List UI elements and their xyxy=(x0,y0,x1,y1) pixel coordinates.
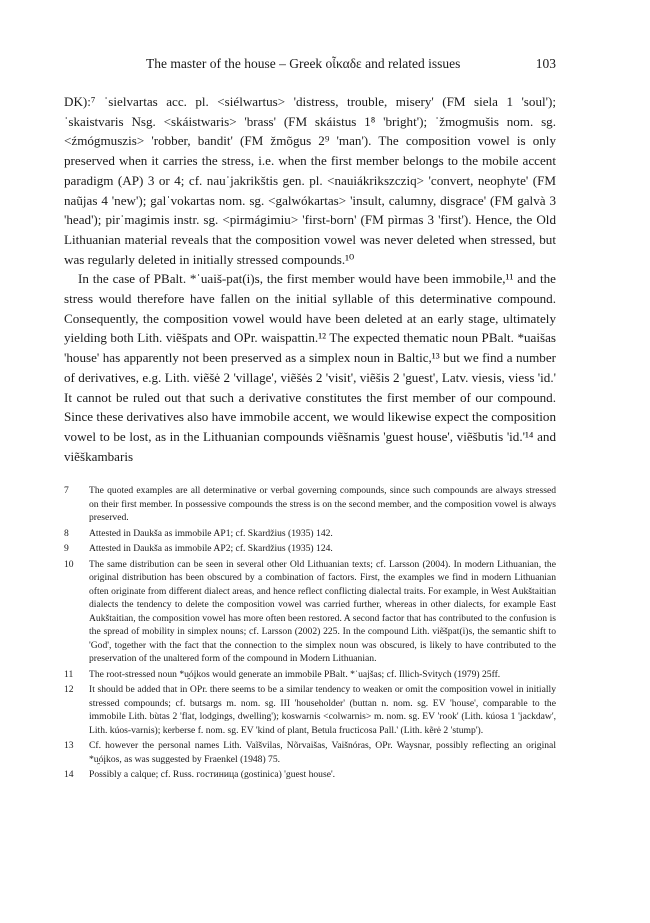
footnote-number: 11 xyxy=(64,668,74,680)
footnote-number: 9 xyxy=(64,543,69,554)
footnote xyxy=(64,558,556,666)
footnote-text: The root-stressed noun *u̯óįkos would generate an immobile PBalt. *ˈuajšas; cf. Illich-Svitych (1979) 25ff. xyxy=(89,668,501,680)
body-paragraph: In the case of PBalt. *ˈuaiš-pat(i)s, the first member would have been immobile,¹¹ and the stress would therefore have fallen on the initial syllable of this determinative compound. Consequently, the composition vowel would have been deleted at an early stage, ultimately yielding both Lith. viẽšpats and OPr. waispattin.¹² The expected thematic noun PBalt. *uaišas 'house' has apparently not been preserved as a simplex noun in Baltic,¹³ but we find a number of derivatives, e.g. Lith. viẽšė 2 'village', viẽšės 2 'visit', viẽšis 2 'guest', Latv. viesis, viess 'id.' It cannot be ruled out that such a derivative constitutes the first member of our compound. Since these derivatives also have immobile accent, we would likewise expect the composition vowel to be lost, as in the Lithuanian compounds viẽšnamis 'guest house', viẽšbutis 'id.'¹⁴ and viẽškambaris xyxy=(64,271,556,464)
footnote xyxy=(64,542,556,556)
footnote-text: The quoted examples are all determinative or verbal governing compounds, since such compounds are always stressed on their first member. In possessive compounds the stress is on the second member, and the composition vowel is always preserved. xyxy=(89,485,556,523)
footnote-number: 10 xyxy=(64,558,74,570)
running-title: The master of the house – Greek οἶκαδε and related issues xyxy=(146,56,461,71)
footnote xyxy=(64,527,556,541)
body-paragraph: DK):⁷ ˈsielvartas acc. pl. <siélwartus> 'distress, trouble, misery' (FM siela 1 'soul'); ˈskaistvaris Nsg. <skáistwaris> 'brass' (FM skáistus 1⁸ 'bright'); ˈžmogmušis nom. sg. <źmógmuszis> 'robber, bandit' (FM žmõgus 2⁹ 'man'). The composition vowel is only preserved when it carries the stress, i.e. when the first member belongs to the mobile accent paradigm (AP) 3 or 4; cf. nauˈjakrikštis gen. pl. <nauiákrikszcziq> 'convert, neophyte' (FM naũjas 4 'new'); galˈvokartas nom. sg. <galwókartas> 'insult, calumny, disgrace' (FM galvà 3 'head'); pirˈmagimis instr. sg. <pirmágimiu> 'first-born' (FM pìrmas 3 'first'). Hence, the Old Lithuanian material reveals that the composition vowel was never deleted when stressed, but was regularly deleted in initially stressed compounds.¹⁰ xyxy=(64,94,556,267)
footnote xyxy=(64,768,556,782)
footnote-text: Possibly a calque; cf. Russ. гостиница (gostinica) 'guest house'. xyxy=(89,769,336,780)
footnote-number: 7 xyxy=(64,485,69,496)
footnote xyxy=(64,484,556,525)
footnote-number: 13 xyxy=(64,740,74,751)
page-number: 103 xyxy=(535,56,556,71)
footnote-number: 12 xyxy=(64,684,74,695)
footnotes xyxy=(64,484,556,784)
footnote xyxy=(64,739,556,766)
footnote-text: The same distribution can be seen in several other Old Lithuanian texts; cf. Larsson (2004). In modern Lithuanian, the original distribution has been obscured by a combination of factors. First, the examples we find in modern Lithuanian often originate from different dialect areas, and hence reflect conflicting dialectal traits. For example, in West Aukštaitian dialects the tendency to delete the composition vowel was carried further, whereas in other dialects, for example East Aukštaitian, the composition vowel has more often been restored. A second factor that has contributed to the confusion is the spread of mobility in simplex nouns; cf. Larsson (2002) 225. In the compound Lith. viẽšpat(i)s, the semantic shift to 'God', together with the fact that the connection to the simplex noun was obscured, is likely to have contributed to the preservation of the unaltered form of the compound in Modern Lithuanian. xyxy=(89,558,556,664)
main-text xyxy=(64,92,556,466)
footnote-text: Cf. however the personal names Lith. Vaĩšvilas, Nõrvaišas, Vaišnóras, OPr. Waysnar, possibly reflecting an original *u̯óįkos, as was suggested by Fraenkel (1948) 75. xyxy=(89,740,556,765)
footnote-text: Attested in Daukša as immobile AP1; cf. Skardžius (1935) 142. xyxy=(89,527,333,539)
footnote-text: It should be added that in OPr. there seems to be a similar tendency to weaken or omit the composition vowel in initially stressed compounds; cf. butsargs m. nom. sg. III 'householder' (buttan n. nom. sg. EV 'house', comparable to the immobile Lith. bùtas 2 'flat, lodgings, dwelling'); koswarnis <colwarnis> m. nom. sg. EV 'rook' (Lith. kúosa 1 'jackdaw', Lith. kúos-varnis); kerberse f. nom. sg. EV 'kind of plant, Betula fructicosa Pall.' (Lith. kẽrė 2 'stump'). xyxy=(89,684,556,736)
footnote-text: Attested in Daukša as immobile AP2; cf. Skardžius (1935) 124. xyxy=(89,543,333,554)
footnote xyxy=(64,683,556,737)
footnote-number: 14 xyxy=(64,769,74,780)
footnote-number: 8 xyxy=(64,527,69,539)
footnote xyxy=(64,668,556,682)
